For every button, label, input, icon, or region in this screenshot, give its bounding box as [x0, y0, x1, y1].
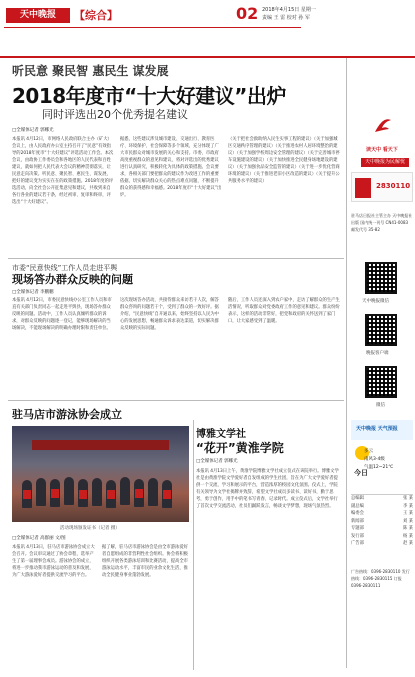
photo-caption: 活动现场颁发证书（记者 摄） [60, 526, 120, 531]
certificate-icon [79, 490, 87, 499]
lead-column-2: 据悉，这些建议涉及城市建设、交通出行、教育医疗、环境保护、社会保障等多个领域，充分体现了广大市民群众对城市发展的关心和支持。市委、市政府高度重视群众的意见和建议，将对评选出的优秀建议进行认真研究，积极转化为具体的政策措施。会议要求，各相关部门要把群众的建议作为改进工作的重要依据，切实解决群众关心的热点难点问题，不断提升群众的获得感和幸福感。2018年度市“十大好建议”出炉。 [120, 137, 222, 198]
table-row: 发行部 杨 某 [351, 533, 413, 539]
publisher-info: 驻马店日报社主管主办 天中晚报社出版 国内统一刊号 CN41-0083 邮发代号 35-82 [351, 213, 413, 232]
certificate-icon [51, 489, 59, 498]
section-divider-2 [8, 400, 344, 401]
page-number: 02 [236, 4, 259, 23]
lead-column-1: 本报讯 4月12日，市网络人民政府联合主办（矿大）会议上，由人民政府办公室主持召开了“民意”有效指导的2018年度市“十大好建议”评选活动工作会。本次会议，由政协工作委员会和各地区的人民代表和百姓建议，就如何把人民代表大会议的精神贯彻落实，让民意走向决策。听民意、聚民智、惠民生、谋发展，把好的建议变为实实在在的政策措施。2018年度的评选活动，向全社会公开征集意见和建议，共收到来自各行各业的建议若干条，经过初审、复审和终审，评选出“十大好建议”。 [12, 137, 114, 205]
fourth-title: “花开”黄淮学院 [196, 441, 284, 455]
second-byline: □全媒体记者 李鹏鹏 [12, 290, 54, 295]
lead-subhead: 同时评选出20个优秀提名建议 [42, 108, 188, 121]
table-row: 广告部 赵 某 [351, 541, 413, 546]
third-column-2: 据了解，驻马店市游泳协会是由全市游泳爱好者自愿组成的非营利性社会组织。协会将积极组织开展各类游泳培训和比赛活动，提高全市游泳运动水平，丰富市民的业余文化生活，推动全民健身事业蓬勃发展。 [102, 545, 188, 578]
masthead [0, 0, 415, 58]
second-title: 现场答办群众反映的问题 [12, 273, 133, 286]
qr-code-icon[interactable] [365, 262, 397, 294]
table-row: 编委会 王 某 [351, 511, 413, 516]
qr-code-icon[interactable] [365, 314, 397, 346]
second-column-1: 本报讯 4月12日，市委民意快线办公室工作人员和市直有关部门负责同志一起走进平舆县，现场答办群众反映的问题。活动中，工作人员认真倾听群众的诉求，对群众反映的问题逐一登记，能够现场解决的当场解决，不能现场解决的明确办理时限和责任单位。 [12, 298, 112, 331]
third-column-1: 本报讯 4月13日，驻马店市游泳协会成立大会召开。会议审议通过了协会章程，选举产生了第一届理事会成员。游泳协会的成立，将进一步推动我市游泳运动的普及和发展，为广大游泳爱好者提供交流学习的平台。 [12, 545, 95, 578]
person-figure [36, 478, 46, 506]
date-line: 2018年4月15日 星期一 [262, 7, 316, 13]
photo-banner [32, 440, 169, 450]
column-divider [193, 420, 194, 670]
masthead-rule [4, 27, 301, 28]
certificate-icon [135, 489, 143, 498]
table-row: 总编辑 张 某 [351, 496, 413, 501]
qr-code-icon[interactable] [365, 366, 397, 398]
sidebar-slogan: 读天中 看天下 [366, 147, 398, 153]
weather-line: 气温12~21℃ [364, 465, 394, 470]
ad-badge [355, 178, 371, 198]
weather-line: 南风3-4级 [364, 457, 385, 462]
lead-kicker: 听民意 聚民智 惠民生 谋发展 [12, 64, 169, 78]
ad-phone: 2830110 [376, 182, 411, 190]
weather-line: 多云 [364, 449, 373, 454]
third-byline: □全媒体记者 高群丽 文/图 [12, 536, 66, 541]
lead-headline: 2018年度市“十大好建议”出炉 [12, 84, 286, 108]
sidebar-footer: 广告热线：0396-2830110 发行热线：0396-2830115 订报 0396-2830111 [351, 569, 410, 588]
qr-caption-1: 天中晚报微信 [362, 299, 389, 304]
table-row: 新闻部 刘 某 [351, 518, 413, 524]
weather-title: 天中晚报 天气预报 [356, 426, 398, 432]
qr-caption-3: 微信 [376, 403, 385, 408]
fourth-byline: □全媒体记者 郭娜光 [196, 459, 238, 464]
person-figure [92, 478, 102, 506]
second-kicker: 市委“民意快线”工作人员走进平舆 [12, 264, 118, 272]
section-divider-1 [8, 258, 344, 259]
table-row: 专题部 陈 某 [351, 526, 413, 531]
person-figure [120, 477, 130, 505]
staff-table [351, 494, 413, 548]
second-column-2: 这次现场答办活动，共接待群众来访若干人次，解答群众咨询的问题若干个，受到了群众的一致好评。据介绍，“民意快线”自开通以来，始终坚持以人民为中心的发展思想，畅通群众诉求表达渠道，切实解决群众反映的实际问题。 [120, 298, 219, 331]
section-label: 【综合】 [74, 9, 118, 22]
fourth-column: 本报讯 4月13日上午，黄淮学院博雅文学社成立仪式在该院举行。博雅文学社是由黄淮学院文学爱好者自发组成的学生社团，旨在为广大文学爱好者提供一个交流、学习和展示的平台，营造浓厚的校园文化氛围。仪式上，学院有关领导为文学社揭牌并致辞，希望文学社成员多读书、读好书，勤于思考，勇于创作，用手中的笔书写青春、记录时代。成立仪式后，文学社举行了首次文学交流活动，社员们踊跃发言，畅谈文学梦想，现场气氛热烈。 [196, 469, 339, 509]
table-row: 副总编 李 某 [351, 503, 413, 509]
certificate-icon [23, 490, 31, 499]
certificate-icon [107, 490, 115, 499]
newspaper-logo: 天中晚报 [6, 8, 70, 23]
lead-column-3: （关于把社会救助纳入民生实事工程的建议）（关于加强城区交通秩序管理的建议）（关于推进农村人居环境整治的建议）（关于加强学校周边安全管理的建议）（关于完善城市停车设施建设的建议）（关于加快推进全民健身场地建设的建议）（关于加强食品安全监管的建议）（关于进一步优化营商环境的建议）（关于推进老旧小区改造的建议）（关于提升公共服务水平的建议） [228, 137, 340, 184]
certificate-icon [163, 490, 171, 499]
third-title: 驻马店市游泳协会成立 [12, 408, 122, 421]
newspaper-emblem-icon [372, 114, 394, 136]
person-figure [148, 478, 158, 506]
editors-line: 责编 王 雷 校对 孙 军 [262, 15, 310, 21]
sidebar-banner: 天中晚报为民解忧 [361, 158, 409, 167]
weather-today: 今日 [354, 469, 368, 477]
qr-caption-2: 晚报客户端 [366, 351, 389, 356]
person-figure [64, 477, 74, 505]
fourth-kicker: 博雅文学社 [196, 429, 246, 440]
lead-byline: □全媒体记者 郭娜光 [12, 128, 54, 133]
second-column-3: 随后，工作人员还深入到农户家中，走访了解群众的生产生活情况，听取群众对党委政府工作的意见和建议。群众纷纷表示，这样的活动非常好，把党和政府的关怀送到了家门口，让大家感受到了温暖。 [228, 298, 340, 324]
sidebar-divider [346, 58, 347, 668]
